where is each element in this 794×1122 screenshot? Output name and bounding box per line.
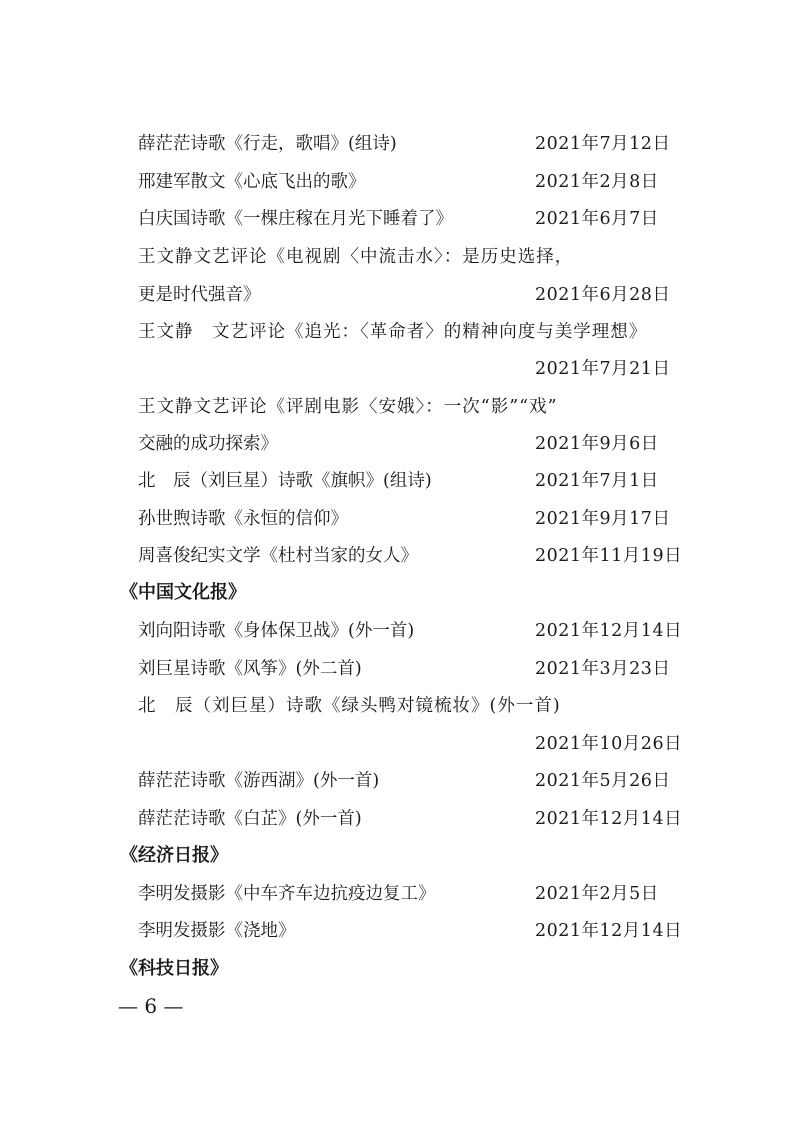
entry-title: 更是时代强音》 bbox=[138, 285, 261, 305]
list-item bbox=[138, 655, 684, 683]
entry-date: 2021年5月26日 bbox=[535, 771, 671, 791]
entry-title: 李明发摄影《浇地》 bbox=[138, 921, 296, 941]
entry-title: 交融的成功探索》 bbox=[138, 434, 278, 454]
entry-date: 2021年7月21日 bbox=[535, 359, 671, 379]
list-item bbox=[138, 430, 684, 458]
list-item bbox=[138, 767, 684, 795]
entry-date: 2021年11月19日 bbox=[535, 546, 683, 566]
list-item bbox=[138, 168, 684, 196]
list-item bbox=[138, 205, 684, 233]
entry-date: 2021年9月6日 bbox=[535, 434, 659, 454]
list-item bbox=[138, 730, 684, 758]
entry-title: 王文静 文艺评论《追光：〈革命者〉的精神向度与美学理想》 bbox=[138, 322, 648, 342]
entry-date: 2021年6月28日 bbox=[535, 285, 671, 305]
list-item bbox=[138, 130, 684, 158]
list-item bbox=[138, 467, 684, 495]
entry-date: 2021年7月12日 bbox=[535, 134, 671, 154]
entry-title: 薛茫茫诗歌《游西湖》(外一首) bbox=[138, 771, 380, 791]
entry-title: 王文静文艺评论《电视剧〈中流击水〉：是历史选择， bbox=[138, 247, 574, 267]
entry-date: 2021年12月14日 bbox=[535, 809, 683, 829]
entry-date: 2021年12月14日 bbox=[535, 621, 683, 641]
list-item bbox=[138, 542, 684, 570]
list-item bbox=[138, 281, 684, 309]
entry-date: 2021年6月7日 bbox=[535, 209, 659, 229]
section-header-economic-daily: 《经济日报》 bbox=[120, 845, 228, 866]
entry-title: 白庆国诗歌《一棵庄稼在月光下睡着了》 bbox=[138, 209, 453, 229]
entry-date: 2021年10月26日 bbox=[535, 734, 683, 754]
list-item bbox=[138, 805, 684, 833]
entry-title: 邢建军散文《心底飞出的歌》 bbox=[138, 172, 366, 192]
entry-title: 刘巨星诗歌《风筝》(外二首) bbox=[138, 659, 362, 679]
section-header-china-culture-daily: 《中国文化报》 bbox=[120, 582, 246, 603]
entry-title: 孙世煦诗歌《永恒的信仰》 bbox=[138, 509, 348, 529]
entry-date: 2021年12月14日 bbox=[535, 921, 683, 941]
entry-title: 李明发摄影《中车齐车边抗疫边复工》 bbox=[138, 884, 436, 904]
entry-date: 2021年7月1日 bbox=[535, 471, 659, 491]
list-item bbox=[138, 505, 684, 533]
entry-title: 周喜俊纪实文学《杜村当家的女人》 bbox=[138, 546, 418, 566]
entry-title: 薛茫茫诗歌《行走，歌唱》(组诗) bbox=[138, 134, 397, 154]
entry-title: 刘向阳诗歌《身体保卫战》(外一首) bbox=[138, 621, 415, 641]
list-item bbox=[138, 880, 684, 908]
entry-title: 薛茫茫诗歌《白芷》(外一首) bbox=[138, 809, 362, 829]
entry-date: 2021年2月8日 bbox=[535, 172, 659, 192]
list-item bbox=[138, 355, 684, 383]
list-item bbox=[138, 692, 684, 720]
page-number: — 6 — bbox=[118, 994, 184, 1018]
list-item bbox=[138, 917, 684, 945]
entry-title: 北 辰（刘巨星）诗歌《绿头鸭对镜梳妆》(外一首) bbox=[138, 696, 561, 716]
list-item bbox=[138, 318, 684, 346]
entry-date: 2021年9月17日 bbox=[535, 509, 671, 529]
entry-title: 王文静文艺评论《评剧电影〈安娥〉：一次“影”“戏” bbox=[138, 397, 558, 417]
list-item bbox=[138, 393, 684, 421]
entry-title: 北 辰（刘巨星）诗歌《旗帜》(组诗) bbox=[138, 471, 432, 491]
section-header-science-daily: 《科技日报》 bbox=[120, 958, 228, 979]
list-item bbox=[138, 617, 684, 645]
entry-date: 2021年3月23日 bbox=[535, 659, 671, 679]
entry-date: 2021年2月5日 bbox=[535, 884, 659, 904]
list-item bbox=[138, 243, 684, 271]
